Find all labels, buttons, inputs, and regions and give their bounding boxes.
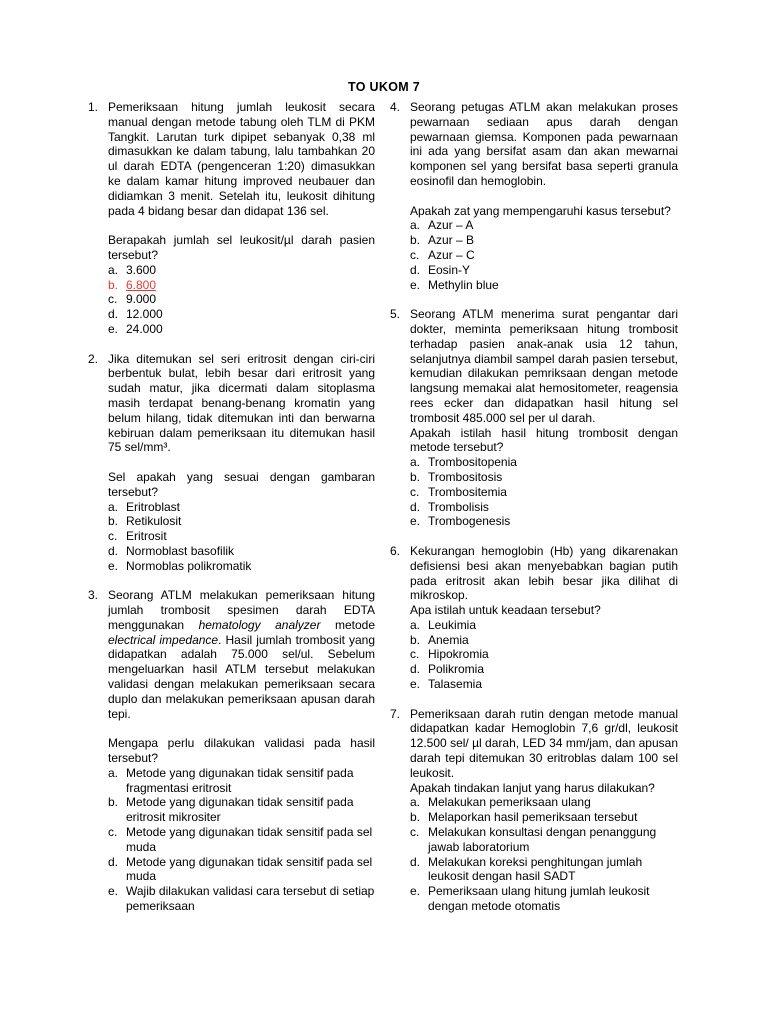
question-stem: Kekurangan hemoglobin (Hb) yang dikarenakan defisiensi besi akan menyebabkan bagian putih pada eritrosit akan lebih besar jika dilihat di mikroskop. xyxy=(410,543,678,603)
option-b[interactable] xyxy=(410,633,678,648)
question-prompt: Apakah zat yang mempengaruhi kasus tersebut? xyxy=(410,203,671,218)
right-column xyxy=(390,100,678,914)
option-text: Metode yang digunakan tidak sensitif pada eritrosit mikrositer xyxy=(126,795,354,825)
option-e[interactable] xyxy=(410,677,678,692)
question-prompt: Berapakah jumlah sel leukosit/µl darah pasien tersebut? xyxy=(108,233,375,262)
option-list xyxy=(410,618,678,692)
option-letter: e. xyxy=(108,884,119,899)
question-prompt: Apakah istilah hasil hitung trombosit dengan metode tersebut? xyxy=(410,425,678,455)
option-letter: d. xyxy=(410,262,421,277)
option-letter: e. xyxy=(410,677,421,692)
option-list xyxy=(410,795,678,913)
option-c[interactable] xyxy=(108,529,375,544)
option-text: Eosin-Y xyxy=(428,262,471,277)
option-text: Normoblast basofilik xyxy=(126,543,235,558)
option-letter: c. xyxy=(108,292,118,307)
option-text: Metode yang digunakan tidak sensitif pada fragmentasi eritrosit xyxy=(126,765,354,795)
option-letter: c. xyxy=(410,484,420,499)
option-text: Trombositemia xyxy=(428,484,507,499)
question-3 xyxy=(88,588,375,914)
option-text: Melakukan koreksi penghitungan jumlah leukosit dengan hasil SADT xyxy=(428,854,643,884)
option-a[interactable] xyxy=(108,500,375,515)
option-e[interactable] xyxy=(108,559,375,574)
question-prompt: Apa istilah untuk keadaan tersebut? xyxy=(410,603,601,618)
question-stem: Seorang petugas ATLM akan melakukan proses pewarnaan sediaan apus darah dengan pewarnaan giemsa. Komponen pada pewarnaan ini ada yang bersifat asam dan akan mewarnai komponen sel yang bersifat basa seperti granula eosinofil dan hemoglobin. xyxy=(410,100,678,188)
question-number: 1. xyxy=(88,100,99,114)
option-text: Eritroblast xyxy=(126,499,181,514)
option-letter: a. xyxy=(108,262,119,277)
option-list xyxy=(410,218,678,292)
option-text: 12.000 xyxy=(126,307,163,322)
question-2 xyxy=(88,352,375,574)
option-c[interactable] xyxy=(410,647,678,662)
question-stem: Pemeriksaan darah rutin dengan metode manual didapatkan kadar Hemoglobin 7,6 gr/dl, leukosit 12.500 sel/ µl darah, LED 34 mm/jam, dan apusan darah tepi ditemukan 30 eritroblas dalam 100 sel leukosit. xyxy=(410,706,678,780)
option-b[interactable] xyxy=(108,795,375,825)
option-b[interactable] xyxy=(410,233,678,248)
stem-text: Seorang ATLM melakukan pemeriksaan hitung jumlah trombosit spesimen darah EDTA menggunakan xyxy=(108,588,375,632)
option-text: Normoblas polikromatik xyxy=(126,558,252,573)
question-number: 6. xyxy=(390,543,401,558)
option-letter: b. xyxy=(410,810,421,825)
option-b[interactable] xyxy=(410,810,678,825)
option-text: Trombositopenia xyxy=(428,455,517,470)
option-a[interactable] xyxy=(410,618,678,633)
option-text: Leukimia xyxy=(428,617,477,632)
option-letter: b. xyxy=(410,469,421,484)
option-text: Anemia xyxy=(428,632,469,647)
option-text: Methylin blue xyxy=(428,277,499,292)
option-text: Azur – A xyxy=(428,218,474,233)
option-text: Metode yang digunakan tidak sensitif pada sel muda xyxy=(126,825,373,854)
option-d[interactable] xyxy=(410,263,678,278)
left-column xyxy=(88,100,375,914)
option-a[interactable] xyxy=(108,263,375,278)
option-text: Trombositosis xyxy=(428,469,503,484)
option-letter: e. xyxy=(410,514,421,529)
option-letter: b. xyxy=(108,795,119,810)
option-text: Azur – B xyxy=(428,233,475,248)
option-c[interactable] xyxy=(108,292,375,307)
option-letter: e. xyxy=(410,884,421,899)
option-d[interactable] xyxy=(108,855,375,885)
option-letter: b. xyxy=(410,632,421,647)
option-b[interactable] xyxy=(410,470,678,485)
stem-term: electrical impedance xyxy=(108,632,219,647)
question-prompt: Sel apakah yang sesuai dengan gambaran tersebut? xyxy=(108,469,375,499)
question-number: 3. xyxy=(88,588,99,603)
question-5 xyxy=(390,307,678,529)
option-letter: d. xyxy=(410,854,421,869)
option-b-answer[interactable] xyxy=(108,278,375,293)
option-text: Eritrosit xyxy=(126,529,167,544)
question-1 xyxy=(88,100,375,337)
option-list xyxy=(108,263,375,337)
option-d[interactable] xyxy=(108,307,375,322)
question-7 xyxy=(390,707,678,914)
option-letter: c. xyxy=(410,825,420,840)
option-letter: a. xyxy=(410,795,421,810)
stem-text: . Hasil jumlah trombosit yang didapatkan adalah 75.000 sel/ul. Sebelum mengeluarkan hasil ATLM tersebut melakukan validasi dengan melakukan pemeriksaan secara duplo dan melakukan pemeriksaan apusan darah tepi. xyxy=(108,632,376,721)
option-letter: a. xyxy=(108,499,119,514)
option-text: Trombogenesis xyxy=(428,514,511,529)
option-d[interactable] xyxy=(108,544,375,559)
option-e[interactable] xyxy=(108,322,375,337)
option-letter: b. xyxy=(108,514,119,529)
option-text: Talasemia xyxy=(428,677,483,692)
option-text: 24.000 xyxy=(126,321,163,336)
option-d[interactable] xyxy=(410,500,678,515)
option-text: Pemeriksaan ulang hitung jumlah leukosit dengan metode otomatis xyxy=(428,884,650,914)
option-a[interactable] xyxy=(410,455,678,470)
option-e[interactable] xyxy=(410,884,678,914)
option-letter: c. xyxy=(410,247,420,262)
option-letter: e. xyxy=(108,321,119,336)
option-letter: e. xyxy=(410,277,421,292)
option-text: Azur – C xyxy=(428,247,475,262)
question-stem xyxy=(108,588,375,721)
question-stem: Jika ditemukan sel seri eritrosit dengan ciri-ciri berbentuk bulat, lebih besar dari eritrosit yang sudah matur, jika dicermati dalam sitoplasma masih terdapat benang-benang kromatin yang belum hilang, tidak ditemukan inti dan berwarna kebiruan dalam pemeriksaan itu ditemukan hasil 75 sel/mm³. xyxy=(108,351,375,455)
option-c[interactable] xyxy=(108,825,375,855)
question-stem: Seorang ATLM menerima surat pengantar dari dokter, meminta pemeriksaan hitung trombosit terhadap pasien anak-anak usia 12 tahun, selanjutnya diambil sampel darah pasien tersebut, kemudian dilakukan pemriksaan dengan metode langsung memakai alat hemositometer, reagensia rees ecker dan didapatkan hasil hitung sel trombosit 485.000 sel per ul darah. xyxy=(410,307,678,425)
stem-text: metode xyxy=(320,617,375,632)
question-6 xyxy=(390,544,678,692)
option-letter: b. xyxy=(108,277,119,292)
option-letter: a. xyxy=(410,455,421,470)
page-title: TO UKOM 7 xyxy=(348,80,420,94)
option-b[interactable] xyxy=(108,514,375,529)
question-4 xyxy=(390,100,678,292)
option-letter: d. xyxy=(108,854,119,869)
option-text: Melakukan konsultasi dengan penanggung jawab laboratorium xyxy=(428,825,657,854)
option-letter: c. xyxy=(108,529,118,544)
option-letter: c. xyxy=(108,825,118,840)
question-prompt: Mengapa perlu dilakukan validasi pada hasil tersebut? xyxy=(108,736,375,766)
option-c[interactable] xyxy=(410,248,678,263)
option-text: Trombolisis xyxy=(428,499,489,514)
option-letter: c. xyxy=(410,647,420,662)
option-d[interactable] xyxy=(410,855,678,885)
option-letter: d. xyxy=(410,499,421,514)
question-stem: Pemeriksaan hitung jumlah leukosit secara manual dengan metode tabung oleh TLM di PKM Tangkit. Larutan turk dipipet sebanyak 0,38 ml dimasukkan ke dalam tabung, lalu tambahkan 20 ul darah EDTA (pengenceran 1:20) dimasukkan ke dalam kamar hitung improved neubauer dan didiamkan 3 menit. Setelah itu, leukosit dihitung pada 4 bidang besar dan didapat 136 sel. xyxy=(108,100,375,218)
option-letter: a. xyxy=(108,765,119,780)
option-text: Polikromia xyxy=(428,662,485,677)
option-letter: b. xyxy=(410,233,421,248)
option-letter: d. xyxy=(108,307,119,322)
option-list xyxy=(108,766,375,914)
option-text: Melaporkan hasil pemeriksaan tersebut xyxy=(428,810,638,825)
question-number: 4. xyxy=(390,100,401,114)
question-number: 2. xyxy=(88,351,99,366)
option-list xyxy=(410,455,678,529)
option-c[interactable] xyxy=(410,485,678,500)
option-letter: a. xyxy=(410,617,421,632)
question-prompt: Apakah tindakan lanjut yang harus dilakukan? xyxy=(410,780,655,795)
question-number: 7. xyxy=(390,706,401,721)
option-text: 9.000 xyxy=(126,292,157,307)
question-number: 5. xyxy=(390,307,401,322)
option-d[interactable] xyxy=(410,662,678,677)
option-text: Metode yang digunakan tidak sensitif pada sel muda xyxy=(126,854,373,884)
option-text: Hipokromia xyxy=(428,647,489,662)
option-letter: e. xyxy=(108,558,119,573)
option-e[interactable] xyxy=(108,884,375,914)
option-list xyxy=(108,500,375,574)
option-a[interactable] xyxy=(410,795,678,810)
option-letter: d. xyxy=(108,543,119,558)
option-text: 3.600 xyxy=(126,262,157,277)
option-letter: d. xyxy=(410,662,421,677)
option-e[interactable] xyxy=(410,278,678,293)
option-c[interactable] xyxy=(410,825,678,855)
stem-term: hematology analyzer xyxy=(198,617,321,632)
option-a[interactable] xyxy=(108,766,375,796)
option-letter: a. xyxy=(410,218,421,233)
option-text: Retikulosit xyxy=(126,514,182,529)
option-e[interactable] xyxy=(410,514,678,529)
option-a[interactable] xyxy=(410,218,678,233)
option-text: Wajib dilakukan validasi cara tersebut di setiap pemeriksaan xyxy=(126,884,375,914)
option-text: Melakukan pemeriksaan ulang xyxy=(428,795,591,810)
option-text: 6.800 xyxy=(126,277,157,292)
